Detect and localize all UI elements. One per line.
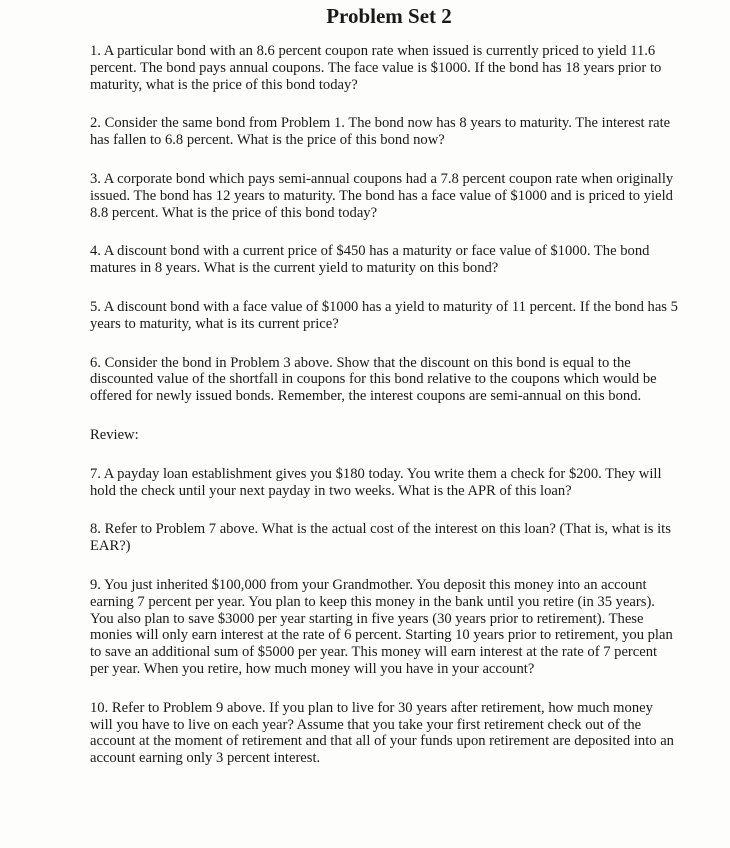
page-title: Problem Set 2 xyxy=(326,4,452,28)
problem-6: 6. Consider the bond in Problem 3 above. Show that the discount on this bond is equal to the discounted value of the shortfall in coupons for this bond relative to the coupons which would be offered for newly issued bonds. Remember, the interest coupons are semi-annual on this bond. xyxy=(90,354,657,405)
review-heading: Review: xyxy=(90,426,139,443)
problem-9: 9. You just inherited $100,000 from your Grandmother. You deposit this money into an account earning 7 percent per year. You plan to keep this money in the bank until you retire (in 35 years). You also plan to save $3000 per year starting in five years (30 years prior to retirement). These monies will only earn interest at the rate of 6 percent. Starting 10 years prior to retirement, you plan to save an additional sum of $5000 per year. This money will earn interest at the rate of 7 percent per year. When you retire, how much money will you have in your account? xyxy=(90,576,673,677)
problem-1: 1. A particular bond with an 8.6 percent coupon rate when issued is currently priced to yield 11.6 percent. The bond pays annual coupons. The face value is $1000. If the bond has 18 years prior to maturity, what is the price of this bond today? xyxy=(90,43,662,93)
problem-2: 2. Consider the same bond from Problem 1. The bond now has 8 years to maturity. The interest rate has fallen to 6.8 percent. What is the price of this bond now? xyxy=(90,115,671,149)
problem-5: 5. A discount bond with a face value of $1000 has a yield to maturity of 11 percent. If the bond has 5 years to maturity, what is its current price? xyxy=(90,298,678,332)
problem-7: 7. A payday loan establishment gives you $180 today. You write them a check for $200. They will hold the check until your next payday in two weeks. What is the APR of this loan? xyxy=(90,465,662,499)
problem-8: 8. Refer to Problem 7 above. What is the actual cost of the interest on this loan? (That is, what is its EAR?) xyxy=(90,521,671,555)
problem-4: 4. A discount bond with a current price of $450 has a maturity or face value of $1000. The bond matures in 8 years. What is the current yield to maturity on this bond? xyxy=(90,243,650,277)
problem-10: 10. Refer to Problem 9 above. If you plan to live for 30 years after retirement, how much money will you have to live on each year? Assume that you take your first retirement check out of the account at the moment of retirement and that all of your funds upon retirement are deposited into an account earning only 3 percent interest. xyxy=(90,699,674,767)
problem-3: 3. A corporate bond which pays semi-annual coupons had a 7.8 percent coupon rate when originally issued. The bond has 12 years to maturity. The bond has a face value of $1000 and is priced to yield 8.8 percent. What is the price of this bond today? xyxy=(90,170,674,221)
